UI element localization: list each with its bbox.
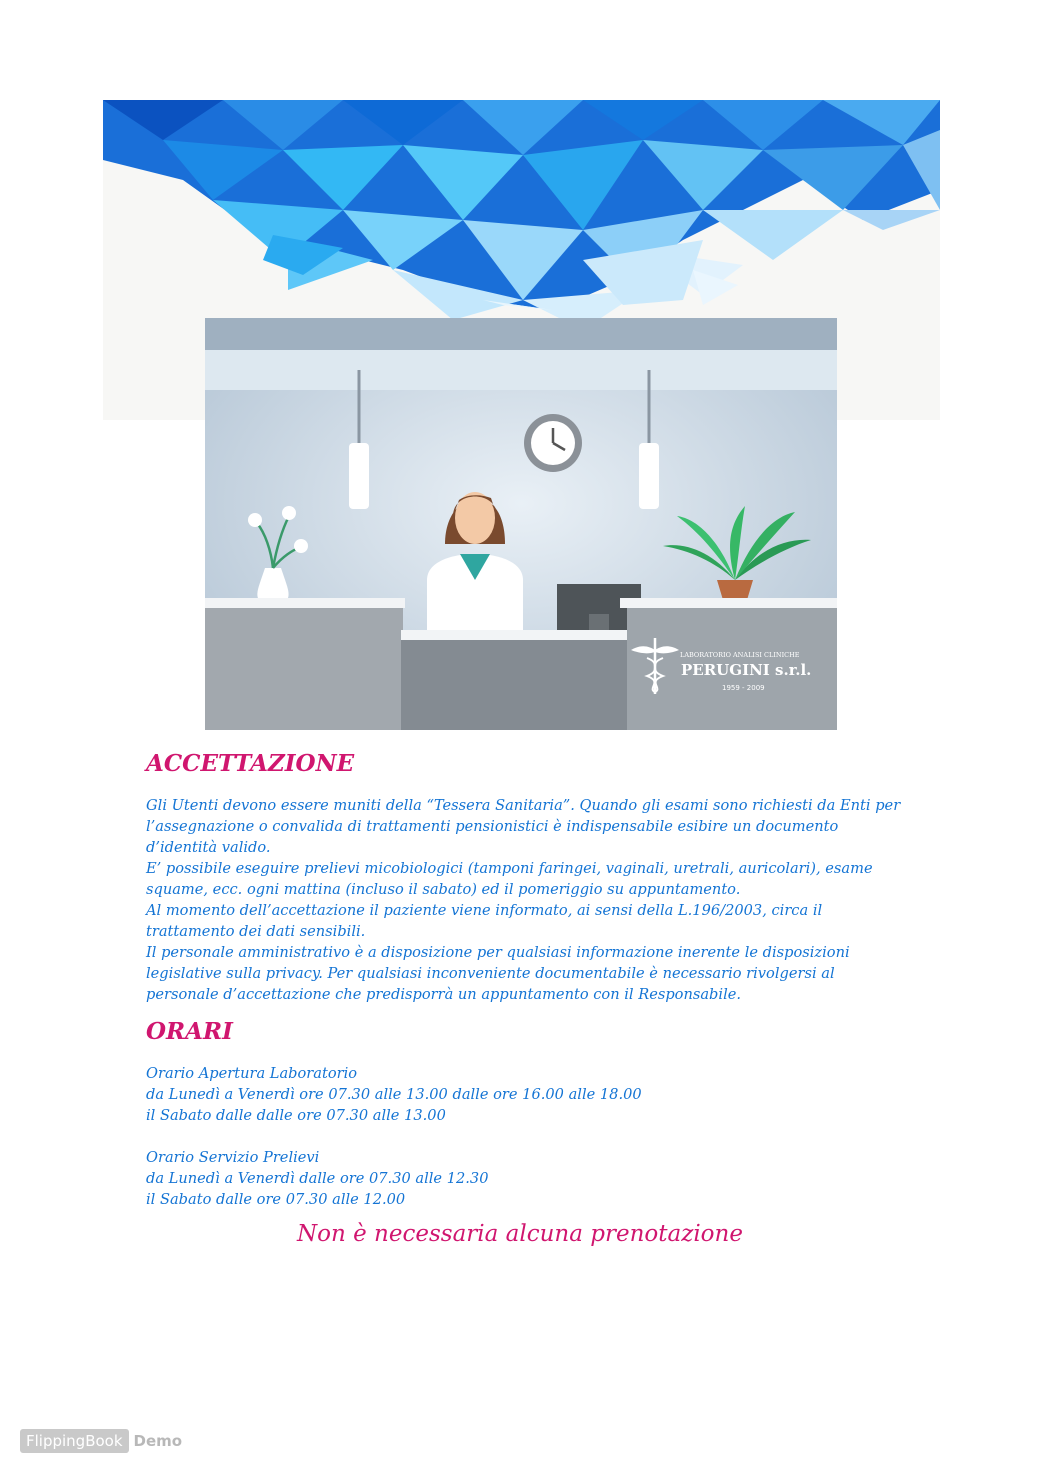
flippingbook-demo: Demo <box>133 1431 183 1450</box>
prelievi-weekdays: da Lunedì a Venerdì dalle ore 07.30 alle 12.30 <box>146 1170 489 1187</box>
prelievi-saturday: il Sabato dalle ore 07.30 alle 12.00 <box>146 1191 406 1208</box>
prelievi-heading: Orario Servizio Prelievi <box>146 1149 320 1166</box>
orari-text <box>146 1063 906 1210</box>
accettazione-line: d’identità valido. <box>146 839 271 856</box>
laboratorio-saturday: il Sabato dalle dalle ore 07.30 alle 13.00 <box>146 1107 446 1124</box>
laboratorio-heading: Orario Apertura Laboratorio <box>146 1065 358 1082</box>
accettazione-line: Gli Utenti devono essere muniti della “Tessera Sanitaria”. Quando gli esami sono richiesti da Enti per <box>146 797 901 814</box>
reception-illustration <box>205 318 837 730</box>
spacer <box>146 1126 906 1147</box>
desk-sign-line2: PERUGINI s.r.l. <box>681 661 812 679</box>
closing-note: Non è necessaria alcuna prenotazione <box>297 1221 743 1247</box>
laboratorio-weekdays: da Lunedì a Venerdì ore 07.30 alle 13.00 dalle ore 16.00 alle 18.00 <box>146 1086 642 1103</box>
accettazione-line: E’ possibile eseguire prelievi micobiologici (tamponi faringei, vaginali, uretrali, auricolari), esame <box>146 860 873 877</box>
accettazione-heading: ACCETTAZIONE <box>146 750 355 777</box>
flippingbook-badge[interactable] <box>20 1427 182 1454</box>
accettazione-line: Il personale amministrativo è a disposizione per qualsiasi informazione inerente le disposizioni <box>146 944 850 961</box>
orari-heading: ORARI <box>146 1018 233 1045</box>
accettazione-line: trattamento dei dati sensibili. <box>146 923 366 940</box>
desk-sign-line3: 1959 - 2009 <box>722 684 765 692</box>
accettazione-line: squame, ecc. ogni mattina (incluso il sabato) ed il pomeriggio su appuntamento. <box>146 881 741 898</box>
content <box>146 744 906 1210</box>
accettazione-line: Al momento dell’accettazione il paziente viene informato, ai sensi della L.196/2003, circa il <box>146 902 823 919</box>
accettazione-line: personale d’accettazione che predisporrà un appuntamento con il Responsabile. <box>146 986 742 1003</box>
accettazione-line: legislative sulla privacy. Per qualsiasi inconveniente documentabile è necessario rivolgersi al <box>146 965 835 982</box>
desk-sign-line1: LABORATORIO ANALISI CLINICHE <box>680 651 800 659</box>
clock-icon <box>524 414 582 472</box>
accettazione-line: l’assegnazione o convalida di trattamenti pensionistici è indispensabile esibire un documento <box>146 818 839 835</box>
flippingbook-brand[interactable]: FlippingBook <box>20 1429 129 1453</box>
accettazione-text <box>146 795 906 1005</box>
